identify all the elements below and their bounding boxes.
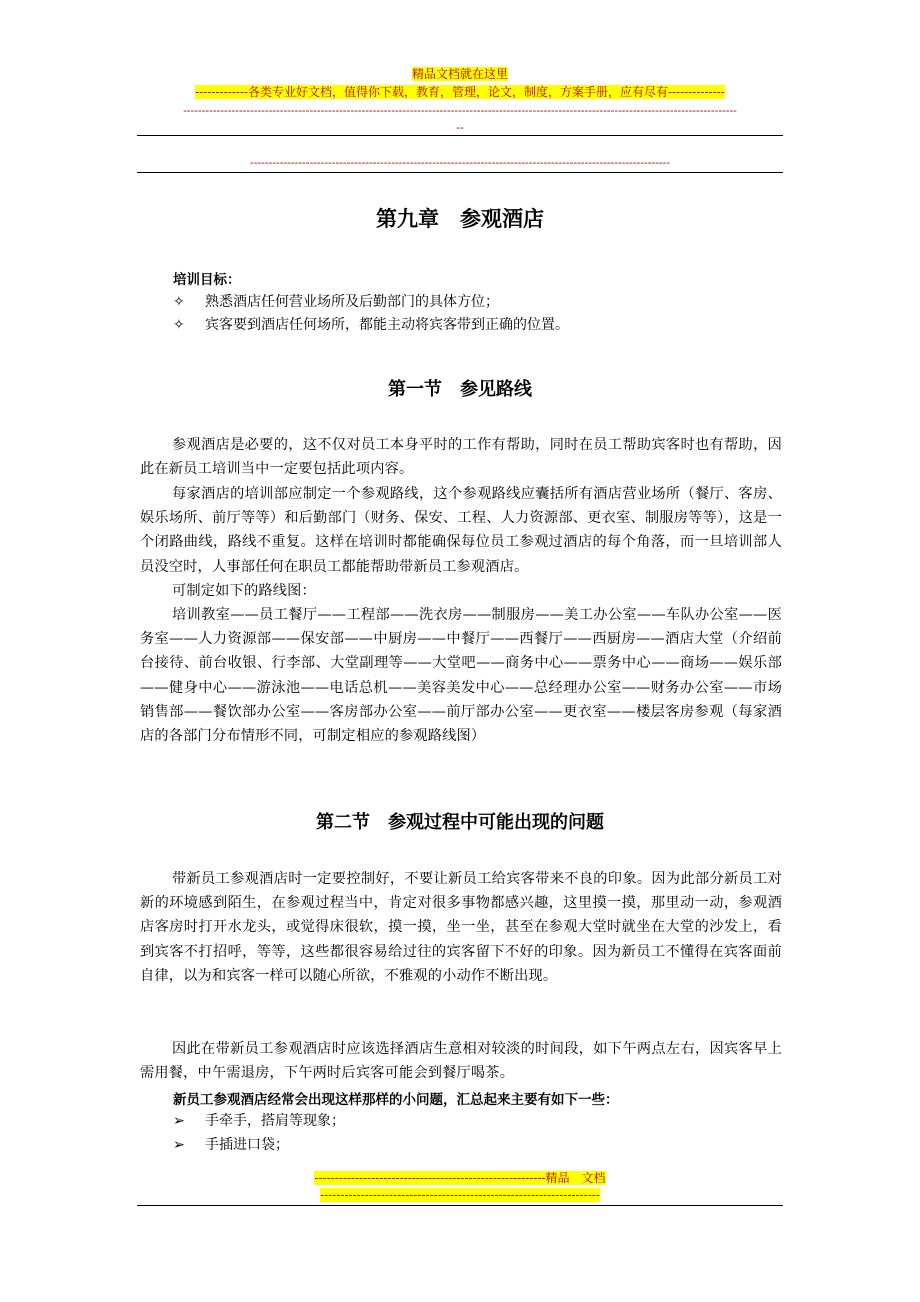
footer-line-1: ---------------------------------------------------------精品 文档 xyxy=(314,1171,606,1185)
problem-text: 手插进口袋； xyxy=(205,1137,289,1153)
problems-label: 新员工参观酒店经常会出现这样那样的小问题，汇总起来主要有如下一些： xyxy=(173,1092,619,1108)
diamond-star-icon: ✧ xyxy=(173,317,185,333)
section-2-title: 第二节 参观过程中可能出现的问题 xyxy=(316,812,604,833)
goals-label: 培训目标： xyxy=(173,272,241,288)
section-1-paragraph: 每家酒店的培训部应制定一个参观路线，这个参观路线应囊括所有酒店营业场所（餐厅、客房、娱乐场所、前厅等等）和后勤部门（财务、保安、工程、人力资源部、更衣室、制服房等等），这是一个闭路曲线，路线不重复。这样在培训时都能确保每位员工参观过酒店的每个角落，而一旦培训部人员没空时，人事部任何在职员工都能帮助带新员工参观酒店。 xyxy=(140,486,782,575)
arrowhead-icon: ➢ xyxy=(173,1113,185,1129)
arrowhead-icon: ➢ xyxy=(173,1137,185,1153)
section-1-title: 第一节 参见路线 xyxy=(388,379,532,400)
footer-rule xyxy=(137,1205,783,1206)
problem-item xyxy=(173,1135,289,1155)
problem-text: 手牵手，搭肩等现象； xyxy=(205,1113,345,1129)
header-slogan: -------------各类专业好文档，值得你下载，教育，管理，论文，制度，方案手册，应有尽有-------------- xyxy=(195,85,725,99)
goal-text: 熟悉酒店任何营业场所及后勤部门的具体方位； xyxy=(205,294,499,310)
goal-text: 宾客要到酒店任何场所，都能主动将宾客带到正确的位置。 xyxy=(205,317,569,333)
header-dash-line-2: ----------------------------------------------------------------------------------------------------------------- xyxy=(250,156,670,169)
diamond-star-icon: ✧ xyxy=(173,294,185,310)
section-1-paragraph: 参观酒店是必要的，这不仅对员工本身平时的工作有帮助，同时在员工帮助宾客时也有帮助，因此在新员工培训当中一定要包括此项内容。 xyxy=(140,437,782,478)
header-title: 精品文档就在这里 xyxy=(411,67,508,81)
goal-item xyxy=(173,315,569,335)
header-rule-top xyxy=(137,135,783,136)
section-2-paragraph: 带新员工参观酒店时一定要控制好，不要让新员工给宾客带来不良的印象。因为此部分新员工对新的环境感到陌生，在参观过程当中，肯定对很多事物都感兴趣，这里摸一摸，那里动一动，参观酒店客房时打开水龙头，或觉得床很软，摸一摸，坐一坐，甚至在参观大堂时就坐在大堂的沙发上，看到宾客不打招呼，等等，这些都很容易给过往的宾客留下不好的印象。因为新员工不懂得在宾客面前自律，以为和宾客一样可以随心所欲，不雅观的小动作不断出现。 xyxy=(140,871,782,984)
header-rule-bottom xyxy=(137,172,783,173)
section-1-paragraph: 可制定如下的路线图： xyxy=(172,583,316,599)
chapter-title: 第九章 参观酒店 xyxy=(376,206,544,231)
section-1-route: 培训教室——员工餐厅——工程部——洗衣房——制服房——美工办公室——车队办公室——医务室——人力资源部——保安部——中厨房——中餐厅——西餐厅——西厨房——酒店大堂（介绍前台接待、前台收银、行李部、大堂副理等——大堂吧——商务中心——票务中心——商场——娱乐部——健身中心——游泳池——电话总机——美容美发中心——总经理办公室——财务办公室——市场销售部——餐饮部办公室——客房部办公室——前厅部办公室——更衣室——楼层客房参观（每家酒店的各部门分布情形不同，可制定相应的参观路线图） xyxy=(140,607,782,745)
section-2-paragraph: 因此在带新员工参观酒店时应该选择酒店生意相对较淡的时间段，如下午两点左右，因宾客早上需用餐，中午需退房，下午两时后宾客可能会到餐厅喝茶。 xyxy=(140,1041,782,1082)
goal-item xyxy=(173,292,499,312)
footer-line-2: --------------------------------------------------------------------- xyxy=(320,1188,600,1202)
problem-item xyxy=(173,1111,345,1131)
header-dash-tail: -- xyxy=(456,121,464,134)
header-dash-line: ----------------------------------------------------------------------------------------------------------------------------------------------------- xyxy=(183,104,737,117)
